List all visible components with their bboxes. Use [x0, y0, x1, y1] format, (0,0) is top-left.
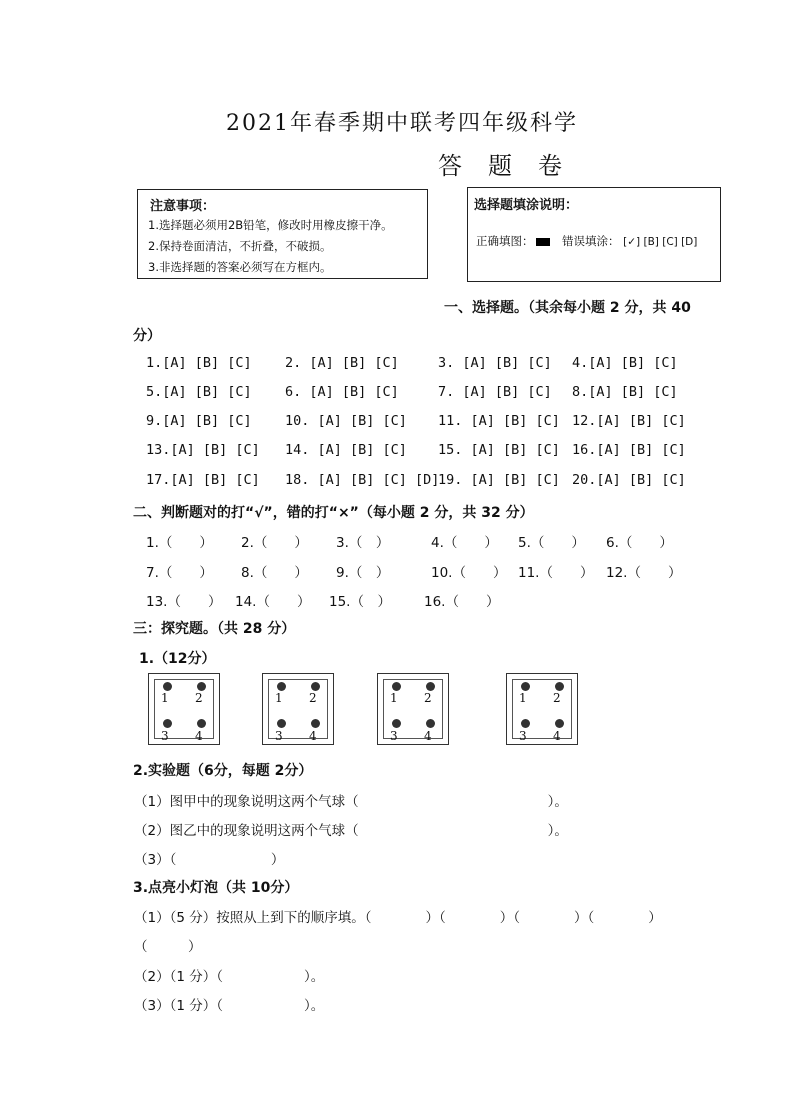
q3-line: （ ） [134, 939, 202, 955]
grid-dot [392, 682, 401, 691]
notice-heading: 注意事项： [150, 199, 216, 214]
judgement-item[interactable]: 5.（ ） [518, 535, 585, 551]
wrong-fill-example [562, 233, 697, 249]
grid-dot [197, 682, 206, 691]
grid-dot [555, 682, 564, 691]
choice-item[interactable]: 4.[A] [B] [C] [572, 355, 678, 371]
grid-number: 3 [275, 729, 283, 743]
page-subtitle: 答题卷 [438, 152, 588, 180]
correct-fill-example [476, 233, 550, 249]
notice-item: 3.非选择题的答案必须写在方框内。 [148, 260, 332, 274]
correct-fill-label: 正确填图： [476, 234, 534, 248]
choice-item[interactable]: 5.[A] [B] [C] [146, 384, 252, 400]
choice-item[interactable]: 8.[A] [B] [C] [572, 384, 678, 400]
grid-dot [426, 719, 435, 728]
q3-line: （3）（1 分）（ ）。 [134, 998, 325, 1014]
grid-number: 2 [424, 691, 432, 705]
judgement-item[interactable]: 11.（ ） [518, 565, 594, 581]
q1-heading: 1.（12分） [139, 651, 216, 667]
judgement-item[interactable]: 2.（ ） [241, 535, 308, 551]
fill-guide-heading: 选择题填涂说明： [474, 198, 579, 213]
grid-dot [521, 719, 530, 728]
choice-item[interactable]: 11. [A] [B] [C] [438, 413, 560, 429]
notice-box [137, 189, 428, 279]
q2-line: （3）（ ） [134, 852, 285, 868]
grid-number: 3 [519, 729, 527, 743]
grid-number: 4 [195, 729, 203, 743]
grid-number: 3 [161, 729, 169, 743]
choice-item[interactable]: 14. [A] [B] [C] [285, 442, 407, 458]
q2-line: （1）图甲中的现象说明这两个气球（ ）。 [134, 794, 568, 810]
wrong-fill-marks: [✓] [B] [C] [D] [623, 236, 698, 248]
judgement-item[interactable]: 10.（ ） [431, 565, 507, 581]
grid-dot [392, 719, 401, 728]
judgement-item[interactable]: 7.（ ） [146, 565, 213, 581]
choice-item[interactable]: 16.[A] [B] [C] [572, 442, 686, 458]
dot-grid-figure [148, 673, 220, 745]
grid-dot [521, 682, 530, 691]
grid-dot [277, 719, 286, 728]
grid-number: 1 [161, 691, 169, 705]
judgement-item[interactable]: 9.（ ） [336, 565, 390, 581]
q3-heading: 3.点亮小灯泡（共 10分） [133, 880, 299, 896]
choice-item[interactable]: 18. [A] [B] [C] [D] [285, 472, 440, 488]
grid-number: 4 [424, 729, 432, 743]
choice-item[interactable]: 10. [A] [B] [C] [285, 413, 407, 429]
grid-number: 4 [309, 729, 317, 743]
q2-heading: 2.实验题（6分，每题 2分） [133, 763, 313, 779]
choice-item[interactable]: 7. [A] [B] [C] [438, 384, 552, 400]
wrong-fill-label: 错误填涂： [562, 234, 620, 248]
section1-heading: 一、选择题。（其余每小题 2 分，共 40 [444, 300, 691, 316]
grid-dot [197, 719, 206, 728]
grid-dot [311, 719, 320, 728]
notice-item: 2.保持卷面清洁，不折叠，不破损。 [148, 239, 332, 253]
grid-dot [277, 682, 286, 691]
choice-item[interactable]: 13.[A] [B] [C] [146, 442, 260, 458]
judgement-item[interactable]: 4.（ ） [431, 535, 498, 551]
choice-item[interactable]: 12.[A] [B] [C] [572, 413, 686, 429]
grid-dot [163, 719, 172, 728]
grid-dot [311, 682, 320, 691]
choice-item[interactable]: 2. [A] [B] [C] [285, 355, 399, 371]
choice-item[interactable]: 15. [A] [B] [C] [438, 442, 560, 458]
grid-number: 1 [519, 691, 527, 705]
q3-line: （1）（5 分）按照从上到下的顺序填。（ ）（ ）（ ）（ ） [134, 910, 662, 926]
grid-dot [426, 682, 435, 691]
grid-number: 4 [553, 729, 561, 743]
q3-line: （2）（1 分）（ ）。 [134, 969, 325, 985]
judgement-item[interactable]: 8.（ ） [241, 565, 308, 581]
grid-number: 3 [390, 729, 398, 743]
judgement-item[interactable]: 12.（ ） [606, 565, 682, 581]
dot-grid-figure [377, 673, 449, 745]
grid-number: 2 [195, 691, 203, 705]
section3-heading: 三：探究题。（共 28 分） [133, 621, 296, 637]
grid-number: 1 [275, 691, 283, 705]
fill-guide-box [467, 187, 721, 282]
page-title: 2021年春季期中联考四年级科学 [226, 111, 578, 136]
choice-item[interactable]: 3. [A] [B] [C] [438, 355, 552, 371]
judgement-item[interactable]: 15.（ ） [329, 594, 391, 610]
section1-heading-cont: 分） [133, 328, 161, 344]
choice-item[interactable]: 6. [A] [B] [C] [285, 384, 399, 400]
grid-dot [555, 719, 564, 728]
judgement-item[interactable]: 16.（ ） [424, 594, 500, 610]
grid-dot [163, 682, 172, 691]
grid-number: 1 [390, 691, 398, 705]
dot-grid-figure [262, 673, 334, 745]
judgement-item[interactable]: 13.（ ） [146, 594, 222, 610]
q2-line: （2）图乙中的现象说明这两个气球（ ）。 [134, 823, 568, 839]
section2-heading: 二、判断题对的打“√”，错的打“×”（每小题 2 分，共 32 分） [133, 505, 534, 521]
judgement-item[interactable]: 3.（ ） [336, 535, 390, 551]
choice-item[interactable]: 1.[A] [B] [C] [146, 355, 252, 371]
filled-mark-icon [536, 238, 550, 246]
grid-number: 2 [309, 691, 317, 705]
choice-item[interactable]: 19. [A] [B] [C] [438, 472, 560, 488]
choice-item[interactable]: 20.[A] [B] [C] [572, 472, 686, 488]
notice-item: 1.选择题必须用2B铅笔，修改时用橡皮擦干净。 [148, 218, 393, 232]
dot-grid-figure [506, 673, 578, 745]
judgement-item[interactable]: 14.（ ） [235, 594, 311, 610]
choice-item[interactable]: 9.[A] [B] [C] [146, 413, 252, 429]
judgement-item[interactable]: 1.（ ） [146, 535, 213, 551]
judgement-item[interactable]: 6.（ ） [606, 535, 673, 551]
grid-number: 2 [553, 691, 561, 705]
choice-item[interactable]: 17.[A] [B] [C] [146, 472, 260, 488]
